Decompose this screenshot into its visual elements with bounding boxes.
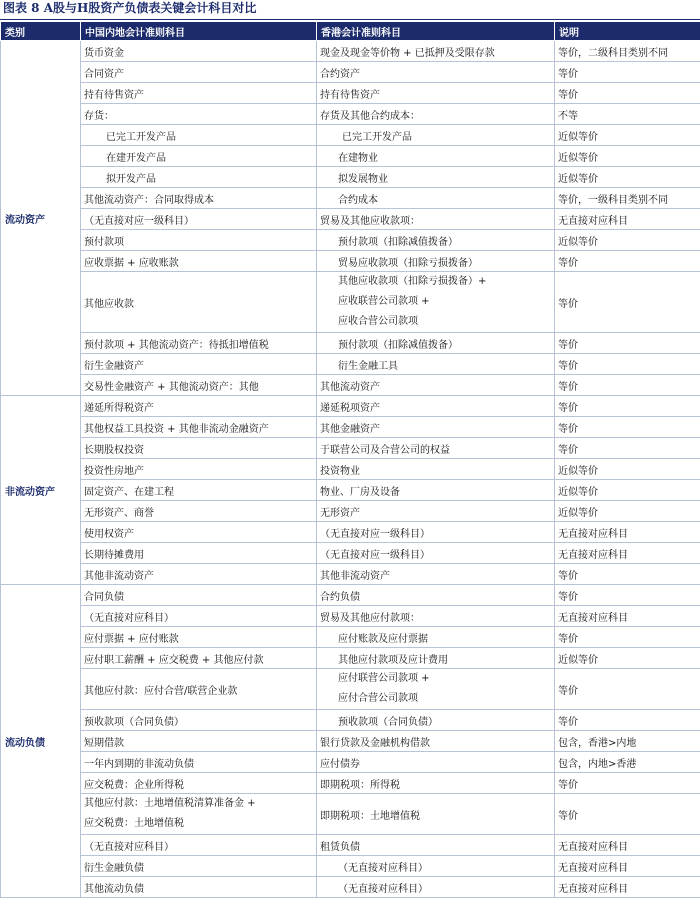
hk-account-cell-text: 贸易及其他应收款项： [320, 215, 420, 227]
hk-account-cell [317, 585, 555, 606]
table-row [1, 83, 700, 104]
hk-account-cell [317, 710, 555, 731]
cn-account-cell [81, 230, 317, 251]
note-cell: 近似等价 [555, 125, 700, 146]
note-cell: 等价 [555, 627, 700, 648]
table-row [1, 669, 700, 710]
cn-account-cell [81, 669, 317, 710]
table-row [1, 333, 700, 354]
hk-account-cell-text: 衍生金融工具 [338, 360, 398, 372]
hk-account-cell [317, 167, 555, 188]
cn-account-cell [81, 146, 317, 167]
cn-account-cell-text: 预付款项 + 其他流动资产：待抵扣增值税 [84, 339, 269, 351]
note-cell: 等价，一级科目类别不同 [555, 188, 700, 209]
table-row [1, 354, 700, 375]
note-cell: 等价 [555, 585, 700, 606]
hk-account-cell [317, 396, 555, 417]
note-cell: 等价 [555, 251, 700, 272]
table-row [1, 773, 700, 794]
hk-account-cell-text: 应付账款及应付票据 [338, 633, 428, 645]
cn-account-cell-text: 其他应付款：土地增值税清算准备金 + [84, 798, 256, 809]
table-row [1, 585, 700, 606]
hk-account-cell [317, 835, 555, 856]
hk-account-cell [317, 417, 555, 438]
hk-account-cell-text: 其他金融资产 [320, 423, 380, 435]
note-cell: 等价 [555, 83, 700, 104]
cn-account-cell [81, 794, 317, 835]
table-row [1, 564, 700, 585]
table-header-row [1, 22, 700, 41]
table-row [1, 752, 700, 773]
hk-account-cell-text: 物业、厂房及设备 [320, 486, 400, 498]
cn-account-cell [81, 585, 317, 606]
note-cell: 近似等价 [555, 230, 700, 251]
cn-account-cell-text: （无直接对应一级科目） [84, 215, 194, 227]
hk-account-cell-text: 现金及现金等价物 + 已抵押及受限存款 [320, 47, 495, 59]
table-row [1, 710, 700, 731]
hk-account-cell-text: （无直接对应科目） [338, 862, 428, 874]
cn-account-cell [81, 375, 317, 396]
note-cell: 等价 [555, 375, 700, 396]
hk-account-cell [317, 627, 555, 648]
hk-account-cell [317, 272, 555, 333]
hk-account-cell [317, 375, 555, 396]
note-cell: 等价 [555, 354, 700, 375]
hk-account-cell-text: 应付债券 [320, 758, 360, 770]
cn-account-cell [81, 522, 317, 543]
cn-account-cell-text: 长期股权投资 [84, 444, 144, 456]
cn-account-cell-text: 使用权资产 [84, 528, 134, 540]
note-cell: 等价，二级科目类别不同 [555, 41, 700, 62]
table-row [1, 188, 700, 209]
cn-account-cell [81, 83, 317, 104]
cn-account-cell [81, 41, 317, 62]
hk-account-cell [317, 354, 555, 375]
cn-account-cell [81, 396, 317, 417]
cn-account-cell-text: 短期借款 [84, 737, 124, 749]
hk-account-cell-text: 预付款项（扣除减值拨备） [338, 236, 458, 248]
note-cell: 等价 [555, 669, 700, 710]
cn-account-cell-text: （无直接对应科目） [84, 841, 174, 853]
table-row [1, 438, 700, 459]
hk-account-cell-text: 贸易应收款项（扣除亏损拨备） [338, 257, 478, 269]
note-cell: 等价 [555, 333, 700, 354]
cn-account-cell [81, 209, 317, 230]
cn-account-cell-text: 其他应收款 [84, 298, 134, 310]
hk-account-cell [317, 501, 555, 522]
note-cell: 等价 [555, 417, 700, 438]
table-row [1, 251, 700, 272]
note-cell: 等价 [555, 438, 700, 459]
hk-account-cell [317, 209, 555, 230]
hk-account-cell-text: 贸易及其他应付款项： [320, 612, 420, 624]
note-cell: 无直接对应科目 [555, 543, 700, 564]
cn-account-cell-text: 预收款项（合同负债） [84, 716, 184, 728]
hk-account-cell [317, 794, 555, 835]
hk-account-cell-text: 投资物业 [320, 465, 360, 477]
cn-account-cell [81, 627, 317, 648]
hk-account-cell-text: 已完工开发产品 [342, 131, 412, 143]
table-row [1, 209, 700, 230]
cn-account-cell [81, 188, 317, 209]
cn-account-cell-text: 在建开发产品 [106, 152, 166, 164]
table-row [1, 606, 700, 627]
accounting-comparison-table [0, 21, 700, 898]
hk-account-cell [317, 104, 555, 125]
cn-account-cell-text: 固定资产、在建工程 [84, 486, 174, 498]
hk-account-cell-text: 预付款项（扣除减值拨备） [338, 339, 458, 351]
cn-account-cell [81, 251, 317, 272]
category-cell: 流动负债 [1, 585, 81, 898]
cn-account-cell-text: 衍生金融资产 [84, 360, 144, 372]
table-row [1, 501, 700, 522]
hk-account-cell [317, 731, 555, 752]
cn-account-cell-text: 其他应付款：应付合营/联营企业款 [84, 685, 238, 697]
header-category: 类别 [1, 22, 81, 41]
hk-account-cell [317, 564, 555, 585]
cn-account-cell-text: 应收票据 + 应收账款 [84, 257, 179, 269]
cn-account-cell [81, 417, 317, 438]
hk-account-cell [317, 438, 555, 459]
cn-account-cell [81, 167, 317, 188]
cn-account-cell-text: 持有待售资产 [84, 89, 144, 101]
table-body [1, 41, 700, 898]
note-cell: 无直接对应科目 [555, 522, 700, 543]
hk-account-cell [317, 251, 555, 272]
note-cell: 无直接对应科目 [555, 606, 700, 627]
table-row [1, 146, 700, 167]
category-cell: 非流动资产 [1, 396, 81, 585]
table-row [1, 41, 700, 62]
hk-account-cell-text: 应收合营公司款项 [338, 316, 418, 327]
cn-account-cell [81, 606, 317, 627]
hk-account-cell-text: （无直接对应科目） [338, 883, 428, 895]
cn-account-cell [81, 501, 317, 522]
hk-account-cell-text: （无直接对应一级科目） [320, 528, 430, 540]
hk-account-cell-text: 应收联营公司款项 + [338, 296, 430, 307]
cn-account-cell [81, 835, 317, 856]
cn-account-cell-text: 其他非流动资产 [84, 570, 154, 582]
cn-account-cell-text: 长期待摊费用 [84, 549, 144, 561]
cn-account-cell [81, 333, 317, 354]
table-row [1, 167, 700, 188]
cn-account-cell-text: 合同资产 [84, 68, 124, 80]
header-cn-standard: 中国内地会计准则科目 [81, 22, 317, 41]
note-cell: 等价 [555, 773, 700, 794]
note-cell: 无直接对应科目 [555, 877, 700, 898]
note-cell: 包含，内地>香港 [555, 752, 700, 773]
hk-account-cell-text: 拟发展物业 [338, 173, 388, 185]
cn-account-cell-text: 其他权益工具投资 + 其他非流动金融资产 [84, 423, 269, 435]
table-row [1, 375, 700, 396]
category-cell: 流动资产 [1, 41, 81, 396]
cn-account-cell [81, 543, 317, 564]
header-note: 说明 [555, 22, 700, 41]
table-row [1, 459, 700, 480]
cn-account-cell [81, 731, 317, 752]
cn-account-cell [81, 272, 317, 333]
cn-account-cell-text: 衍生金融负债 [84, 862, 144, 874]
cn-account-cell-text: 拟开发产品 [106, 173, 156, 185]
hk-account-cell [317, 125, 555, 146]
hk-account-cell [317, 543, 555, 564]
hk-account-cell [317, 522, 555, 543]
hk-account-cell [317, 459, 555, 480]
cn-account-cell [81, 480, 317, 501]
cn-account-cell [81, 354, 317, 375]
hk-account-cell-text: （无直接对应一级科目） [320, 549, 430, 561]
hk-account-cell-text: 于联营公司及合营公司的权益 [320, 444, 450, 456]
table-row [1, 522, 700, 543]
table-row [1, 272, 700, 333]
hk-account-cell [317, 669, 555, 710]
cn-account-cell [81, 648, 317, 669]
note-cell: 近似等价 [555, 501, 700, 522]
hk-account-cell [317, 648, 555, 669]
table-row [1, 627, 700, 648]
table-row [1, 856, 700, 877]
hk-account-cell-text: 即期税项：土地增值税 [320, 810, 420, 822]
hk-account-cell-text: 存货及其他合约成本： [320, 110, 420, 122]
hk-account-cell-text: 无形资产 [320, 507, 360, 519]
hk-account-cell-text: 合约成本 [338, 194, 378, 206]
hk-account-cell [317, 146, 555, 167]
hk-account-cell-text: 其他应收款项（扣除亏损拨备）+ [338, 276, 487, 287]
note-cell: 近似等价 [555, 480, 700, 501]
hk-account-cell [317, 773, 555, 794]
hk-account-cell-text: 银行贷款及金融机构借款 [320, 737, 430, 749]
cn-account-cell-text: 递延所得税资产 [84, 402, 154, 414]
hk-account-cell [317, 333, 555, 354]
hk-account-cell-text: 其他流动资产 [320, 381, 380, 393]
cn-account-cell [81, 856, 317, 877]
note-cell: 无直接对应科目 [555, 209, 700, 230]
cn-account-cell-text: 应付票据 + 应付账款 [84, 633, 179, 645]
cn-account-cell [81, 773, 317, 794]
cn-account-cell [81, 104, 317, 125]
hk-account-cell [317, 606, 555, 627]
hk-account-cell-text: 应付合营公司款项 [338, 693, 418, 704]
cn-account-cell [81, 564, 317, 585]
note-cell: 等价 [555, 564, 700, 585]
hk-account-cell-text: 持有待售资产 [320, 89, 380, 101]
note-cell: 不等 [555, 104, 700, 125]
table-row [1, 877, 700, 898]
table-row [1, 543, 700, 564]
table-row [1, 648, 700, 669]
hk-account-cell [317, 41, 555, 62]
table-row [1, 835, 700, 856]
note-cell: 等价 [555, 62, 700, 83]
note-cell: 等价 [555, 710, 700, 731]
table-row [1, 480, 700, 501]
cn-account-cell-text: 应付职工薪酬 + 应交税费 + 其他应付款 [84, 654, 264, 666]
cn-account-cell-text: 预付款项 [84, 236, 124, 248]
hk-account-cell-text: 预收款项（合同负债） [338, 716, 438, 728]
cn-account-cell-text: 已完工开发产品 [106, 131, 176, 143]
note-cell: 无直接对应科目 [555, 856, 700, 877]
note-cell: 等价 [555, 396, 700, 417]
cn-account-cell [81, 459, 317, 480]
cn-account-cell-text: 应交税费：企业所得税 [84, 779, 184, 791]
table-row [1, 794, 700, 835]
hk-account-cell-text: 其他应付款项及应计费用 [338, 654, 448, 666]
cn-account-cell-text: 一年内到期的非流动负债 [84, 758, 194, 770]
note-cell: 近似等价 [555, 459, 700, 480]
note-cell: 近似等价 [555, 167, 700, 188]
figure-title: 图表 8 A股与H股资产负债表关键会计科目对比 [0, 0, 700, 20]
table-row [1, 62, 700, 83]
hk-account-cell-text: 合约资产 [320, 68, 360, 80]
hk-account-cell [317, 877, 555, 898]
hk-account-cell-text: 租赁负债 [320, 841, 360, 853]
table-row [1, 230, 700, 251]
hk-account-cell-text: 应付联营公司款项 + [338, 673, 430, 684]
hk-account-cell [317, 83, 555, 104]
note-cell: 等价 [555, 794, 700, 835]
hk-account-cell-text: 合约负债 [320, 591, 360, 603]
cn-account-cell-text: （无直接对应科目） [84, 612, 174, 624]
hk-account-cell [317, 856, 555, 877]
cn-account-cell [81, 438, 317, 459]
table-row [1, 125, 700, 146]
note-cell: 近似等价 [555, 146, 700, 167]
cn-account-cell [81, 62, 317, 83]
cn-account-cell-text: 存货： [84, 110, 114, 122]
cn-account-cell-text: 合同负债 [84, 591, 124, 603]
note-cell: 近似等价 [555, 648, 700, 669]
hk-account-cell [317, 480, 555, 501]
cn-account-cell [81, 752, 317, 773]
hk-account-cell [317, 752, 555, 773]
table-row [1, 417, 700, 438]
cn-account-cell [81, 877, 317, 898]
hk-account-cell-text: 其他非流动资产 [320, 570, 390, 582]
hk-account-cell-text: 递延税项资产 [320, 402, 380, 414]
cn-account-cell [81, 125, 317, 146]
cn-account-cell-text: 货币资金 [84, 47, 124, 59]
cn-account-cell-text: 无形资产、商誉 [84, 507, 154, 519]
note-cell: 等价 [555, 272, 700, 333]
cn-account-cell-text: 应交税费：土地增值税 [84, 818, 184, 829]
note-cell: 无直接对应科目 [555, 835, 700, 856]
hk-account-cell [317, 230, 555, 251]
table-row [1, 396, 700, 417]
header-hk-standard: 香港会计准则科目 [317, 22, 555, 41]
cn-account-cell-text: 其他流动资产：合同取得成本 [84, 194, 214, 206]
cn-account-cell-text: 投资性房地产 [84, 465, 144, 477]
table-row [1, 731, 700, 752]
hk-account-cell-text: 在建物业 [338, 152, 378, 164]
cn-account-cell-text: 交易性金融资产 + 其他流动资产：其他 [84, 381, 259, 393]
cn-account-cell [81, 710, 317, 731]
cn-account-cell-text: 其他流动负债 [84, 883, 144, 895]
note-cell: 包含，香港>内地 [555, 731, 700, 752]
hk-account-cell [317, 188, 555, 209]
hk-account-cell-text: 即期税项：所得税 [320, 779, 400, 791]
table-row [1, 104, 700, 125]
hk-account-cell [317, 62, 555, 83]
